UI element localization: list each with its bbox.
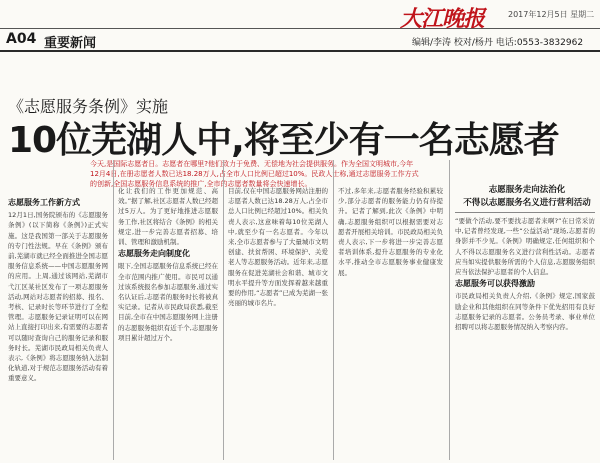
- masthead: [0, 0, 600, 32]
- newspaper-logo: 大江晚报: [400, 6, 485, 32]
- column-divider: [449, 160, 450, 460]
- column-divider: [333, 160, 334, 460]
- column-subhead: 志愿服务工作新方式: [8, 198, 80, 207]
- article-column-1: [8, 196, 108, 461]
- section-bar: [0, 28, 600, 52]
- sidebar-rule: [455, 212, 595, 213]
- article-lead: 今天,是国际志愿者日。志愿者在哪里?他们致力于免费、无偿地为社会提供服务。作为全国文明城市,今年12月4日,在册志愿者人数已达18.28万人,占全市人口比例已超过10%。民政人士称,通过志愿服务工作方式的创新,全国志愿服务信息系统的推广,全市的志愿者数量将会快速增长。: [90, 160, 419, 188]
- column-divider: [113, 160, 114, 460]
- editor-credits: 编辑/李涛 校对/杨丹 电话:0553-3832962: [412, 38, 584, 48]
- sidebar-column: [455, 216, 595, 461]
- column-text: “要做个活动,要不要找志愿者来啊?”在日常采访中,记者曾经发现,一些“公益活动”现场,志愿者的身影并不少见。《条例》明确规定,任何组织和个人不得以志愿服务名义进行营利性活动。志愿者应当如实提供服务所需的个人信息,志愿服务组织应当依法保护志愿者的个人信息。: [455, 217, 595, 277]
- page-number: A04: [6, 31, 37, 47]
- column-text: 目前,仅在中国志愿服务网站注册的志愿者人数已达18.28万人,占全市总人口比例已经超过10%。相关负责人表示,这意味着每10位芜湖人中,就至少有一名志愿者。今年以来,全市志愿者参与了大量城市文明创建、扶贫帮困、环境保护、关爱老人等志愿服务活动。近年来,志愿服务在促进芜湖社会和谐、城市文明水平提升等方面发挥着越来越重要的作用,“志愿者”已成为芜湖一张亮丽的城市名片。: [228, 187, 328, 308]
- article-column-2: [118, 186, 218, 461]
- article-column-4: [338, 186, 443, 461]
- sidebar-title: [462, 184, 592, 210]
- article-headline: 10位芜湖人中,将至少有一名志愿者: [8, 120, 559, 161]
- column-text: 市民政局相关负责人介绍,《条例》规定,国家鼓励企业和其他组织在同等条件下优先招用有良好志愿服务记录的志愿者。公务员考录、事业单位招聘可以将志愿服务情况纳入考察内容。: [455, 292, 595, 332]
- column-text: 12月1日,国务院颁布的《志愿服务条例》(以下简称《条例》)正式实施。这是我国第一部关于志愿服务的专门性法规。早在《条例》颁布前,芜湖市就已经全面推进全国志愿服务信息系统——中国志愿服务网的应用。上周,通过该网站,芜湖市弋江区某社区发布了一项志愿服务活动,网站对志愿者的招募、报名、考核、记录时长等环节进行了全程管理。志愿服务记录证明可以在网站上直接打印出来,有需要的志愿者可以随时查询自己的服务记录和服务时长。芜湖市民政局相关负责人表示,《条例》将志愿服务纳入法制化轨道,对于规范志愿服务活动有着重要意义。: [8, 211, 108, 383]
- article-column-3: [228, 186, 328, 461]
- column-divider: [223, 160, 224, 460]
- column-subhead: 志愿服务走向制度化: [118, 249, 190, 259]
- article-kicker: 《志愿服务条例》实施: [8, 97, 169, 116]
- sidebar-title-line: 不得以志愿服务名义进行营利活动: [463, 198, 591, 208]
- sidebar-title-line: 志愿服务走向法治化: [488, 185, 566, 195]
- column-text: 不过,多年来,志愿者服务经验积累较少,部分志愿者的服务能力仍有待提升。记者了解到,此次《条例》中明确,志愿服务组织可以根据需要对志愿者开展相关培训。市民政局相关负责人表示,下一步将进一步完善志愿者培训体系,提升志愿服务的专业化水平,推动全市志愿服务事业健康发展。: [338, 187, 443, 277]
- section-name: 重要新闻: [44, 36, 97, 51]
- column-subhead: 志愿服务可以获得激励: [455, 279, 535, 289]
- publication-date: 2017年12月5日 星期二: [508, 10, 595, 19]
- column-text: 眼下,全国志愿服务信息系统已经在全市范围内推广使用。市民可以通过该系统报名参加志愿服务,通过实名认证后,志愿者的服务时长将被真实记录。记者从市民政局获悉,截至目前,全市在中国志愿服务网上注册的志愿服务组织有近千个,志愿服务项目累计超过万个。: [118, 262, 218, 342]
- column-text: 化让我们的工作更加规范、高效。”据了解,社区志愿者人数已经超过5万人。为了更好地推进志愿服务工作,社区将结合《条例》的相关规定,进一步完善志愿者招募、培训、管理和激励机制。: [118, 187, 218, 247]
